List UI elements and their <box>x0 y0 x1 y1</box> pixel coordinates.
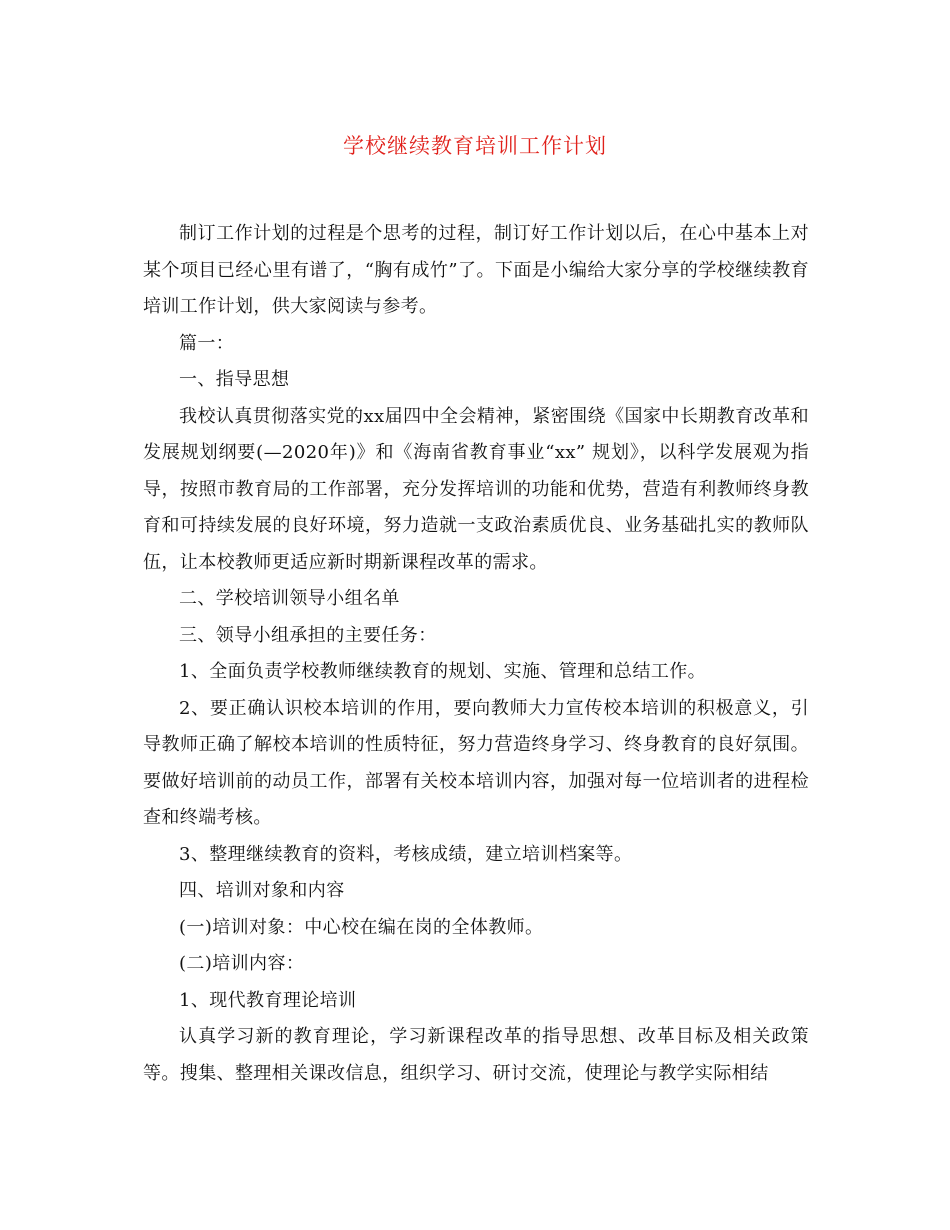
paragraph-task-1: 1、全面负责学校教师继续教育的规划、实施、管理和总结工作。 <box>179 661 707 682</box>
paragraph-task-3: 3、整理继续教育的资料，考核成绩，建立培训档案等。 <box>179 843 633 865</box>
paragraph-modern-theory: 认真学习新的教育理论，学习新课程改革的指导思想、改革目标及相关政策等。搜集、整理相关课改信息，组织学习、研讨交流，使理论与教学实际相结 <box>143 1026 809 1084</box>
document-body <box>143 216 809 1092</box>
document-title: 学校继续教育培训工作计划 <box>343 134 607 158</box>
heading-training-targets: 四、培训对象和内容 <box>179 880 345 901</box>
paragraph-training-targets: (一)培训对象：中心校在编在岗的全体教师。 <box>179 916 544 938</box>
heading-modern-theory: 1、现代教育理论培训 <box>179 989 357 1011</box>
paragraph-intro: 制订工作计划的过程是个思考的过程，制订好工作计划以后，在心中基本上对某个项目已经心里有谱了，“胸有成竹”了。下面是小编给大家分享的学校继续教育培训工作计划，供大家阅读与参考。 <box>143 223 809 317</box>
paragraph-part-one: 篇一： <box>179 332 235 354</box>
heading-main-tasks: 三、领导小组承担的主要任务： <box>179 624 437 646</box>
heading-guiding-thought: 一、指导思想 <box>179 369 290 390</box>
heading-leadership-group: 二、学校培训领导小组名单 <box>179 588 400 609</box>
paragraph-training-content: (二)培训内容： <box>179 953 305 974</box>
paragraph-task-2: 2、要正确认识校本培训的作用，要向教师大力宣传校本培训的积极意义，引导教师正确了解校本培训的性质特征，努力营造终身学习、终身教育的良好氛围。要做好培训前的动员工作，部署有关校本培训内容，加强对每一位培训者的进程检查和终端考核。 <box>143 697 809 828</box>
paragraph-guiding-thought: 我校认真贯彻落实党的xx届四中全会精神，紧密围绕《国家中长期教育改革和发展规划纲要(—2020年)》和《海南省教育事业“xx” 规划》，以科学发展观为指导，按照市教育局的工作部署，充分发挥培训的功能和优势，营造有利教师终身教育和可持续发展的良好环境，努力造就一支政治素质优良、业务基础扎实的教师队伍，让本校教师更适应新时期新课程改革的需求。 <box>143 405 809 573</box>
